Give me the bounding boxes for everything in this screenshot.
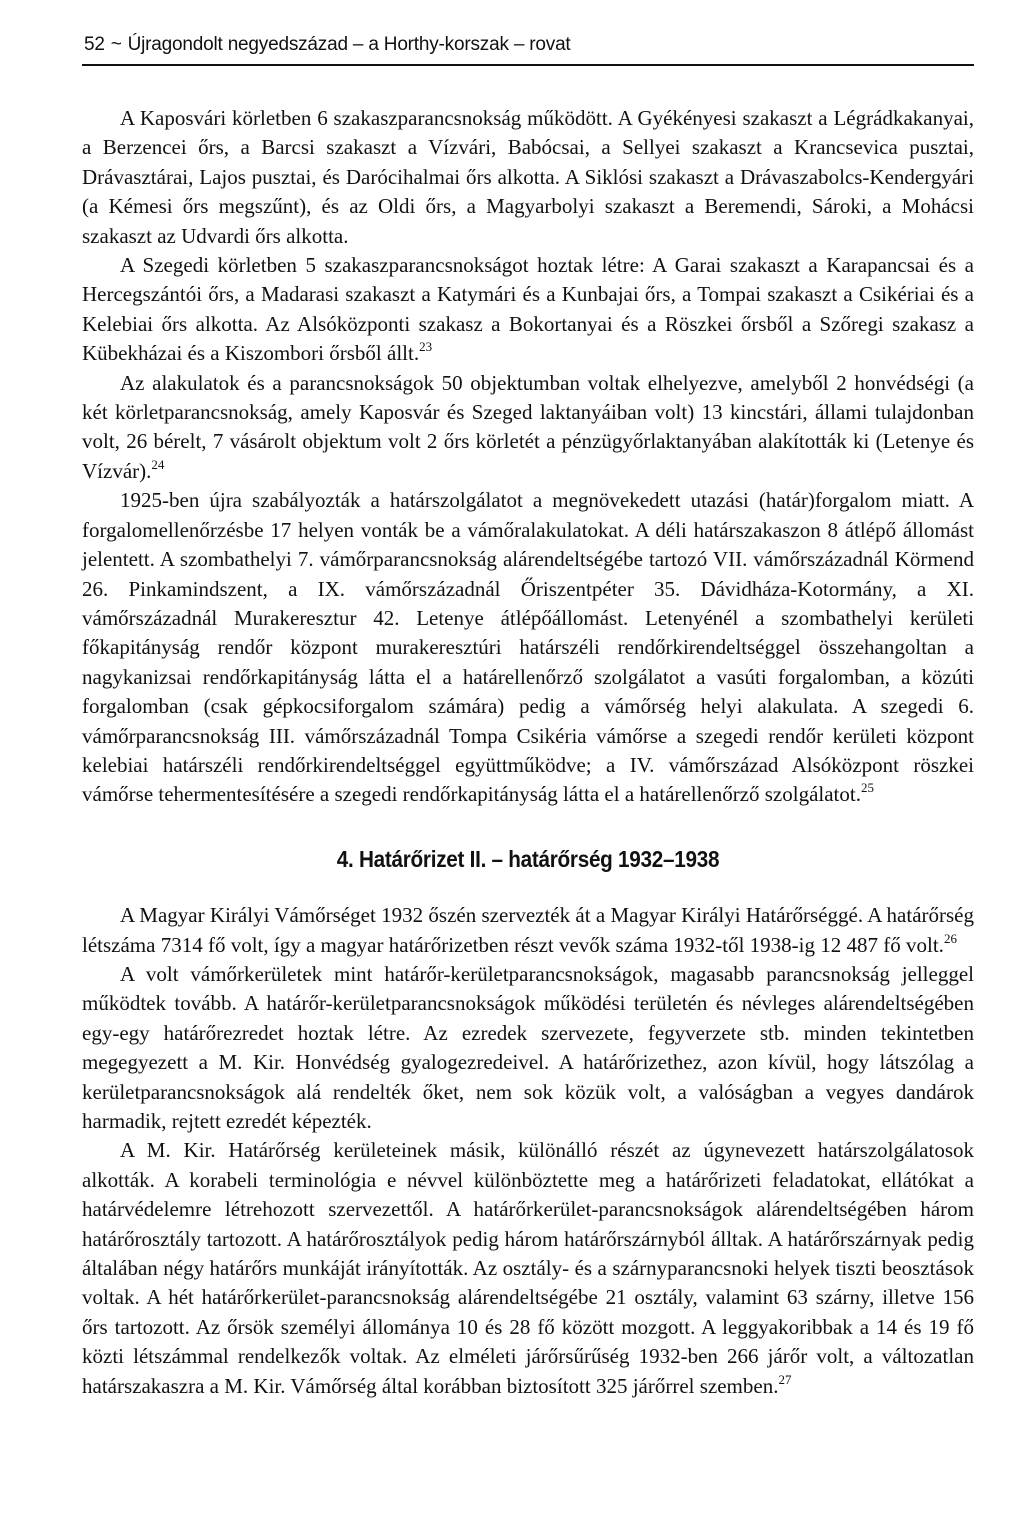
paragraph-text: 1925-ben újra szabályozták a határszolgálatot a megnövekedett utazási (határ)forgalom miatt. A forgalomellenőrzésbe 17 helyen vonták be a vámőralakulatokat. A déli határszakaszon 8 átlépő állomást jelentett. A szombathelyi 7. vámőrparancsnokság alárendeltségébe tartozó VII. vámőrszázadnál Körmend 26. Pinkamindszent, a IX. vámőrszázadnál Őriszentpéter 35. Dávidháza-Kotormány, a XI. vámőrszázadnál Murakeresztur 42. Letenye átlépőállomást. Letenyénél a szombathelyi kerületi főkapitányság rendőr központ murakeresztúri határszéli rendőrkirendeltséggel összehangoltan a nagykanizsai rendőrkapitányság látta el a határellenőrző szolgálatot a vasúti forgalomban, a közúti forgalomban (csak gépkocsiforgalom számára) pedig a vámőrség helyi alakulata. A szegedi 6. vámőrparancsnokság III. vámőrszázadnál Tompa Csikéria vámőrse a szegedi rendőr kerületi központ kelebiai határszéli rendőrkirendeltséggel együttműködve; a IV. vámőrszázad Alsóközpont röszkei vámőrse tehermentesítésére a szegedi rendőrkapitányság látta el a határellenőrző szolgálatot.: [82, 488, 974, 807]
paragraph-text: A Kaposvári körletben 6 szakaszparancsnokság működött. A Gyékényesi szakaszt a Légrádkakanyai, a Berzencei őrs, a Barcsi szakaszt a Vízvári, Babócsai, a Sellyei szakaszt a Krancsevica pusztai, Drávasztárai, Lajos pusztai, és Darócihalmai őrs alkotta. A Siklósi szakaszt a Drávaszabolcs-Kendergyári (a Kémesi őrs megszűnt), és az Oldi őrs, a Magyarbolyi szakaszt a Beremendi, Sároki, a Mohácsi szakaszt az Udvardi őrs alkotta.: [82, 106, 974, 248]
header-tilde: ~: [110, 34, 122, 55]
footnote-ref: 27: [778, 1371, 792, 1387]
paragraph-districts: [82, 960, 974, 1136]
paragraph-szeged: [82, 251, 974, 369]
paragraph-objects: [82, 369, 974, 487]
header-rule: [82, 64, 974, 66]
footnote-ref: 24: [151, 456, 165, 472]
paragraph-text: A volt vámőrkerületek mint határőr-kerületparancsnokságok, magasabb parancsnokság jelleggel működtek tovább. A határőr-kerületparancsnokságok működési területén és névleges alárendeltségében egy-egy határőrezredet hoztak létre. Az ezredek szervezete, fegyverzete stb. minden tekintetben megegyezett a M. Kir. Honvédség gyalogezredeivel. A határőrizethez, azon kívül, hogy látszólag a kerületparancsnokságok alá rendelték őket, nem sok közük volt, a valóságban a vegyes dandárok harmadik, rejtett ezredét képezték.: [82, 961, 974, 1133]
paragraph-text: A Magyar Királyi Vámőrséget 1932 őszén szervezték át a Magyar Királyi Határőrséggé. A határőrség létszáma 7314 fő volt, így a magyar határőrizetben részt vevők száma 1932-től 1938-ig 12 487 fő volt.: [82, 903, 974, 957]
paragraph-1925: [82, 486, 974, 809]
paragraph-kaposvar: [82, 104, 974, 251]
paragraph-1932: [82, 901, 974, 960]
header-title: Újragondolt negyedszázad – a Horthy-korszak – rovat: [127, 34, 571, 55]
footnote-ref: 25: [860, 780, 874, 796]
paragraph-text: A Szegedi körletben 5 szakaszparancsnokságot hoztak létre: A Garai szakaszt a Karapancsai és a Hercegszántói őrs, a Madarasi szakaszt a Katymári és a Kunbajai őrs, a Tompai szakaszt a Csikériai és a Kelebiai őrs alkotta. Az Alsóközponti szakasz a Bokortanyai és a Röszkei őrsből a Szőregi szakasz a Kübekházai és a Kiszombori őrsből állt.: [82, 253, 974, 366]
document-page: [82, 34, 974, 1401]
paragraph-text: A M. Kir. Határőrség kerületeinek másik, különálló részét az úgynevezett határszolgálatosok alkották. A korabeli terminológia e névvel különböztette meg a határőrizeti feladatokat, ellátókat a határvédelemre létrehozott szervezettől. A határőrkerület-parancsnokságok alárendeltségében három határőrosztály tartozott. A határőrosztályok pedig három határőrszárnyból álltak. A határőrszárnyak pedig általában négy határőrs munkáját irányították. Az osztály- és a szárnyparancsnoki helyek tiszti beosztások voltak. A hét határőrkerület-parancsnokság alárendeltségébe 21 osztály, valamint 63 szárny, illetve 156 őrs tartozott. Az őrsök személyi állománya 10 és 28 fő között mozgott. A leggyakoribbak a 14 és 19 fő közti létszámmal rendelkezők voltak. Az elméleti járőrsűrűség 1932-ben 266 járőr volt, a változatlan határszakaszra a M. Kir. Vámőrség által korábban biztosított 325 járőrrel szemben.: [82, 1138, 974, 1398]
running-header: [82, 34, 974, 56]
article-body: [82, 104, 974, 1401]
footnote-ref: 26: [943, 930, 957, 946]
footnote-ref: 23: [419, 339, 433, 355]
paragraph-text: Az alakulatok és a parancsnokságok 50 objektumban voltak elhelyezve, amelyből 2 honvédségi (a két körletparancsnokság, amely Kaposvár és Szeged laktanyáiban volt) 13 kincstári, állami tulajdonban volt, 26 bérelt, 7 vásárolt objektum volt 2 őrs körletét a pénzügyőrlaktanyában alakították ki (Letenye és Vízvár).: [82, 370, 974, 483]
paragraph-border-service: [82, 1136, 974, 1401]
page-number: 52: [84, 34, 105, 55]
section-heading: 4. Határőrizet II. – határőrség 1932–1938: [336, 845, 720, 872]
